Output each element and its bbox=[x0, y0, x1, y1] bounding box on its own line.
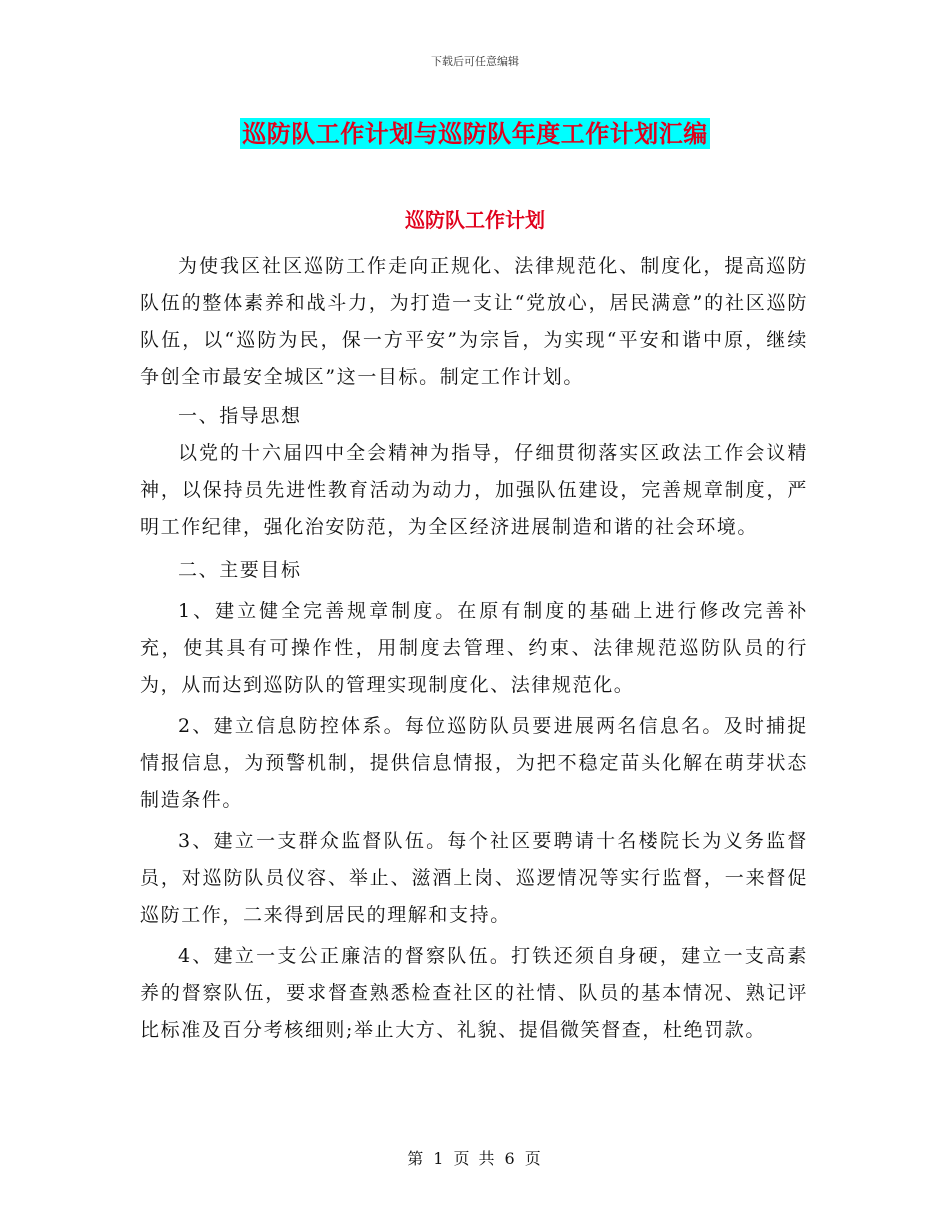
document-body bbox=[140, 248, 808, 1049]
page-footer bbox=[0, 1146, 950, 1169]
document-title bbox=[0, 114, 950, 149]
heading-main-goals: 二、主要目标 bbox=[178, 559, 302, 581]
footer-page-number: 1 bbox=[433, 1149, 446, 1168]
header-note: 下载后可任意编辑 bbox=[431, 55, 519, 68]
goal-item-4: 4、建立一支公正廉洁的督察队伍。打铁还须自身硬，建立一支高素养的督察队伍，要求督查熟悉检查社区的社情、队员的基本情况、熟记评比标准及百分考核细则;举止大方、礼貌、提倡微笑督查，杜绝罚款。 bbox=[140, 945, 808, 1041]
footer-middle: 页 共 bbox=[453, 1149, 497, 1168]
footer-suffix: 页 bbox=[524, 1149, 543, 1168]
footer-prefix: 第 bbox=[407, 1149, 426, 1168]
document-title-text: 巡防队工作计划与巡防队年度工作计划汇编 bbox=[242, 119, 708, 148]
goal-item-3: 3、建立一支群众监督队伍。每个社区要聘请十名楼院长为义务监督员，对巡防队员仪容、举止、滋酒上岗、巡逻情况等实行监督，一来督促巡防工作，二来得到居民的理解和支持。 bbox=[140, 830, 808, 926]
footer-total-pages: 6 bbox=[504, 1149, 517, 1168]
goal-item-2: 2、建立信息防控体系。每位巡防队员要进展两名信息名。及时捕捉情报信息，为预警机制，提供信息情报，为把不稳定苗头化解在萌芽状态制造条件。 bbox=[140, 715, 808, 811]
goal-item-1: 1、建立健全完善规章制度。在原有制度的基础上进行修改完善补充，使其具有可操作性，用制度去管理、约束、法律规范巡防队员的行为，从而达到巡防队的管理实现制度化、法律规范化。 bbox=[140, 600, 808, 696]
guiding-ideology-paragraph: 以党的十六届四中全会精神为指导，仔细贯彻落实区政法工作会议精神，以保持员先进性教育活动为动力，加强队伍建设，完善规章制度，严明工作纪律，强化治安防范，为全区经济进展制造和谐的社会环境。 bbox=[140, 442, 808, 538]
heading-guiding-ideology: 一、指导思想 bbox=[178, 405, 302, 427]
intro-paragraph: 为使我区社区巡防工作走向正规化、法律规范化、制度化，提高巡防队伍的整体素养和战斗力，为打造一支让“党放心，居民满意”的社区巡防队伍，以“巡防为民，保一方平安”为宗旨，为实现“平安和谐中原，继续争创全市最安全城区”这一目标。制定工作计划。 bbox=[140, 255, 808, 388]
section-title: 巡防队工作计划 bbox=[405, 208, 545, 232]
